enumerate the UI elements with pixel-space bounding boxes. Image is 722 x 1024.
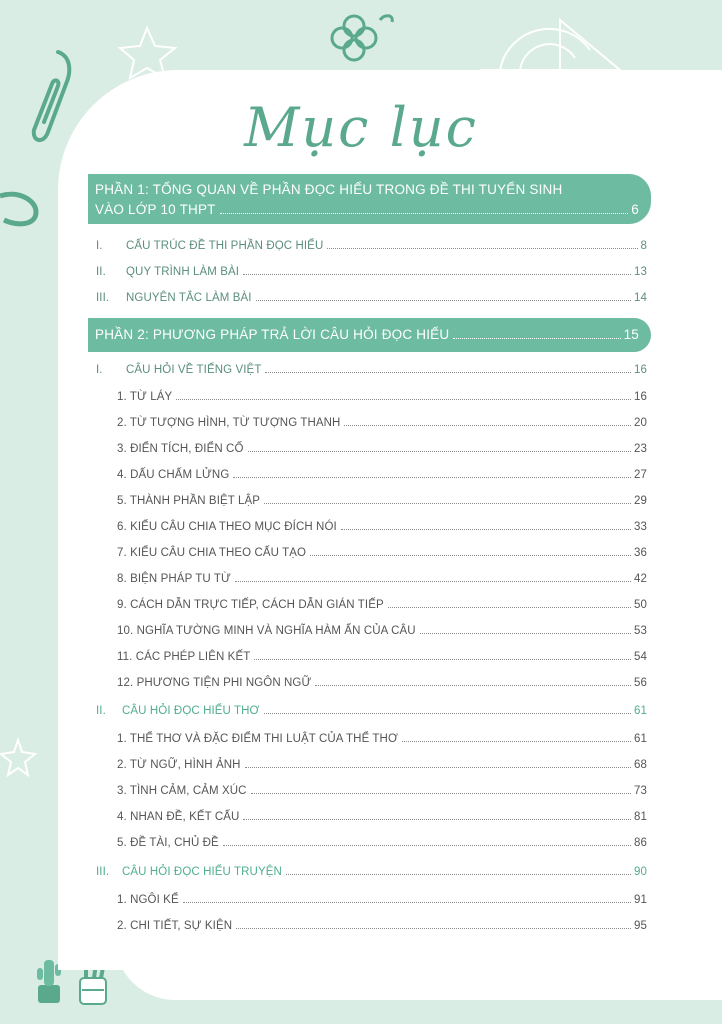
clover-icon (332, 16, 392, 60)
part-2-title: PHẦN 2: PHƯƠNG PHÁP TRẢ LỜI CÂU HỎI ĐỌC HIỂU (95, 327, 450, 342)
page-title: Mục lục (244, 96, 478, 159)
entry-page: 56 (634, 677, 647, 689)
part-1-page: 6 (631, 202, 639, 217)
entry-label: 11. CÁC PHÉP LIÊN KẾT (117, 651, 251, 663)
leader-dots (254, 659, 631, 660)
entry-page: 23 (634, 443, 647, 455)
leader-dots (310, 555, 631, 556)
paperclip-loop-icon (0, 194, 36, 224)
leader-dots (245, 767, 631, 768)
entry-label: NGUYÊN TẮC LÀM BÀI (126, 292, 252, 304)
entry-label: CÂU HỎI VỀ TIẾNG VIỆT (126, 364, 262, 376)
toc-entry[interactable] (117, 759, 647, 771)
entry-page: 8 (640, 240, 647, 252)
toc-section-1[interactable] (96, 364, 647, 376)
leader-dots (176, 399, 631, 400)
leader-dots (341, 529, 631, 530)
toc-entry[interactable] (117, 733, 647, 745)
toc-entry[interactable] (117, 785, 647, 797)
entry-label: 3. TÌNH CẢM, CẢM XÚC (117, 785, 247, 797)
toc-entry[interactable] (96, 240, 647, 252)
entry-page: 29 (634, 495, 647, 507)
leader-dots (388, 607, 631, 608)
part-1-title-line1: PHẦN 1: TỔNG QUAN VỀ PHẦN ĐỌC HIỂU TRONG ĐỀ THI TUYỂN SINH (95, 182, 563, 197)
toc-entry[interactable] (117, 920, 647, 932)
toc-entry[interactable] (117, 495, 647, 507)
entry-page: 16 (634, 364, 647, 376)
ruler-icon (480, 20, 620, 70)
entry-page: 86 (634, 837, 647, 849)
entry-page: 73 (634, 785, 647, 797)
leader-dots (183, 902, 631, 903)
entry-page: 36 (634, 547, 647, 559)
entry-label: 9. CÁCH DẪN TRỰC TIẾP, CÁCH DẪN GIÁN TIẾP (117, 599, 384, 611)
entry-page: 50 (634, 599, 647, 611)
entry-page: 53 (634, 625, 647, 637)
part-1-title-line2: VÀO LỚP 10 THPT (95, 202, 216, 217)
leader-dots (402, 741, 631, 742)
entry-label: 5. THÀNH PHẦN BIỆT LẬP (117, 495, 261, 507)
toc-entry[interactable] (117, 521, 647, 533)
leader-dots (420, 633, 631, 634)
part-2-page: 15 (623, 327, 639, 342)
toc-entry[interactable] (117, 391, 647, 403)
leader-dots (236, 928, 631, 929)
content-card-bottom (115, 940, 722, 1000)
part-1-banner[interactable] (88, 174, 651, 224)
leader-dots (453, 338, 620, 339)
entry-label: 6. KIỂU CÂU CHIA THEO MỤC ĐÍCH NÓI (117, 521, 337, 533)
toc-entry[interactable] (96, 266, 647, 278)
entry-page: 27 (634, 469, 647, 481)
entry-label: 10. NGHĨA TƯỜNG MINH VÀ NGHĨA HÀM ẨN CỦA CÂU (117, 625, 416, 637)
toc-section-2[interactable] (96, 705, 647, 717)
entry-label: CÂU HỎI ĐỌC HIỂU THƠ (122, 705, 260, 717)
entry-label: 2. TỪ TƯỢNG HÌNH, TỪ TƯỢNG THANH (117, 417, 341, 429)
leader-dots (265, 372, 631, 373)
leader-dots (223, 845, 631, 846)
leader-dots (243, 274, 631, 275)
entry-label: 4. DẤU CHẤM LỬNG (117, 469, 230, 481)
toc-entry[interactable] (117, 443, 647, 455)
leader-dots (286, 874, 631, 875)
entry-number: III. (96, 866, 110, 878)
entry-label: QUY TRÌNH LÀM BÀI (126, 266, 240, 278)
entry-page: 20 (634, 417, 647, 429)
entry-page: 95 (634, 920, 647, 932)
leader-dots (264, 713, 631, 714)
leader-dots (233, 477, 631, 478)
entry-page: 54 (634, 651, 647, 663)
entry-page: 61 (634, 733, 647, 745)
entry-label: 2. TỪ NGỮ, HÌNH ẢNH (117, 759, 241, 771)
leader-dots (235, 581, 631, 582)
entry-label: 7. KIỂU CÂU CHIA THEO CẤU TẠO (117, 547, 307, 559)
toc-entry[interactable] (117, 677, 647, 689)
leader-dots (251, 793, 631, 794)
entry-label: CẤU TRÚC ĐỀ THI PHẦN ĐỌC HIỂU (126, 240, 324, 252)
entry-page: 81 (634, 811, 647, 823)
part-2-banner[interactable] (88, 318, 651, 352)
toc-entry[interactable] (117, 837, 647, 849)
entry-page: 33 (634, 521, 647, 533)
entry-label: 1. NGÔI KỂ (117, 894, 179, 906)
entry-label: 1. THỂ THƠ VÀ ĐẶC ĐIỂM THI LUẬT CỦA THỂ THƠ (117, 733, 398, 745)
toc-entry[interactable] (117, 573, 647, 585)
entry-label: 12. PHƯƠNG TIỆN PHI NGÔN NGỮ (117, 677, 312, 689)
star-outline-icon (1, 740, 35, 775)
toc-entry[interactable] (117, 651, 647, 663)
leader-dots (243, 819, 631, 820)
leader-dots (220, 213, 629, 214)
entry-number: I. (96, 240, 103, 252)
entry-page: 91 (634, 894, 647, 906)
toc-entry[interactable] (117, 599, 647, 611)
toc-entry[interactable] (117, 894, 647, 906)
entry-page: 42 (634, 573, 647, 585)
toc-section-3[interactable] (96, 866, 647, 878)
leader-dots (315, 685, 631, 686)
entry-page: 16 (634, 391, 647, 403)
entry-label: 2. CHI TIẾT, SỰ KIỆN (117, 920, 233, 932)
entry-label: 3. ĐIỂN TÍCH, ĐIỂN CỐ (117, 443, 244, 455)
toc-entry[interactable] (117, 469, 647, 481)
entry-label: 1. TỪ LÁY (117, 391, 173, 403)
entry-number: III. (96, 292, 110, 304)
entry-page: 61 (634, 705, 647, 717)
entry-label: 4. NHAN ĐỀ, KẾT CẤU (117, 811, 240, 823)
toc-entry[interactable] (117, 811, 647, 823)
entry-page: 68 (634, 759, 647, 771)
entry-page: 13 (634, 266, 647, 278)
entry-number: I. (96, 364, 103, 376)
entry-label: 8. BIỆN PHÁP TU TỪ (117, 573, 231, 585)
leader-dots (256, 300, 631, 301)
entry-page: 14 (634, 292, 647, 304)
leader-dots (344, 425, 631, 426)
toc-entry[interactable] (117, 625, 647, 637)
entry-number: II. (96, 266, 106, 278)
entry-number: II. (96, 705, 106, 717)
leader-dots (264, 503, 631, 504)
toc-entry[interactable] (117, 547, 647, 559)
entry-label: 5. ĐỀ TÀI, CHỦ ĐỀ (117, 837, 219, 849)
entry-page: 90 (634, 866, 647, 878)
leader-dots (327, 248, 637, 249)
entry-label: CÂU HỎI ĐỌC HIỂU TRUYỆN (122, 866, 282, 878)
toc-entry[interactable] (117, 417, 647, 429)
leader-dots (248, 451, 632, 452)
toc-entry[interactable] (96, 292, 647, 304)
